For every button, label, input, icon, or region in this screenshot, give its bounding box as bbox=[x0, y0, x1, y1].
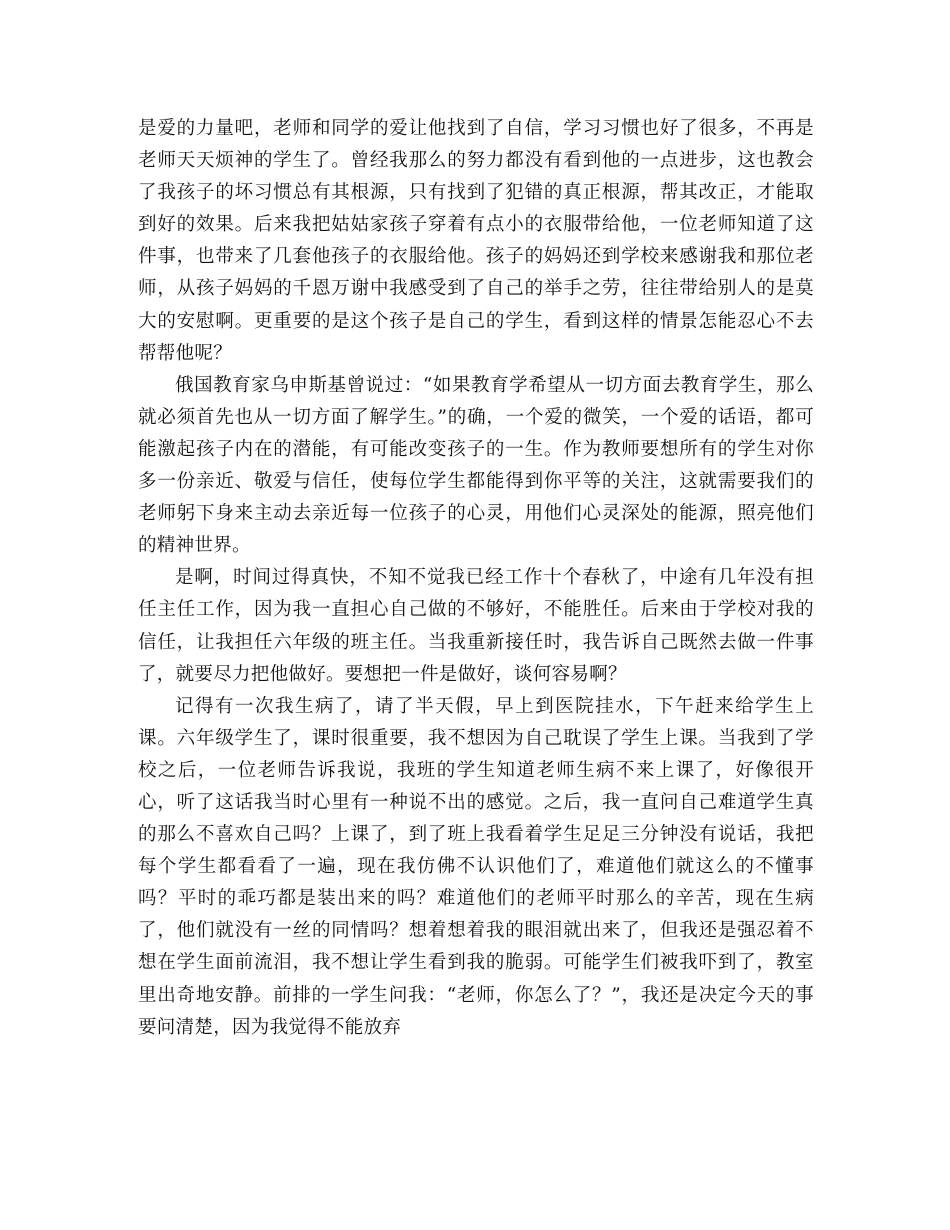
paragraph-2: 俄国教育家乌申斯基曾说过：“如果教育学希望从一切方面去教育学生，那么就必须首先也从一切方面了解学生。”的确，一个爱的微笑，一个爱的话语，都可能激起孩子内在的潜能，有可能改变孩子的一生。作为教师要想所有的学生对你多一份亲近、敬爱与信任，使每位学生都能得到你平等的关注，这就需要我们的老师躬下身来主动去亲近每一位孩子的心灵，用他们心灵深处的能源，照亮他们的精神世界。 bbox=[138, 374, 814, 557]
paragraph-4: 记得有一次我生病了，请了半天假，早上到医院挂水，下午赶来给学生上课。六年级学生了，课时很重要，我不想因为自己耽误了学生上课。当我到了学校之后，一位老师告诉我说，我班的学生知道老师生病不来上课了，好像很开心，听了这话我当时心里有一种说不出的感觉。之后，我一直问自己难道学生真的那么不喜欢自己吗？上课了，到了班上我看着学生足足三分钟没有说话，我把每个学生都看看了一遍，现在我仿佛不认识他们了，难道他们就这么的不懂事吗？平时的乖巧都是装出来的吗？难道他们的老师平时那么的辛苦，现在生病了，他们就没有一丝的同情吗？想着想着我的眼泪就出来了，但我还是强忍着不想在学生面前流泪，我不想让学生看到我的脆弱。可能学生们被我吓到了，教室里出奇地安静。前排的一学生问我：“老师，你怎么了？”，我还是决定今天的事要问清楚，因为我觉得不能放弃 bbox=[138, 695, 814, 1038]
document-page bbox=[138, 113, 814, 1044]
paragraph-3: 是啊，时间过得真快，不知不觉我已经工作十个春秋了，中途有几年没有担任主任工作，因为我一直担心自己做的不够好，不能胜任。后来由于学校对我的信任，让我担任六年级的班主任。当我重新接任时，我告诉自己既然去做一件事了，就要尽力把他做好。要想把一件是做好，谈何容易啊？ bbox=[138, 567, 814, 685]
paragraph-1: 是爱的力量吧，老师和同学的爱让他找到了自信，学习习惯也好了很多，不再是老师天天烦神的学生了。曾经我那么的努力都没有看到他的一点进步，这也教会了我孩子的坏习惯总有其根源，只有找到了犯错的真正根源，帮其改正，才能取到好的效果。后来我把姑姑家孩子穿着有点小的衣服带给他，一位老师知道了这件事，也带来了几套他孩子的衣服给他。孩子的妈妈还到学校来感谢我和那位老师，从孩子妈妈的千恩万谢中我感受到了自己的举手之劳，往往带给别人的是莫大的安慰啊。更重要的是这个孩子是自己的学生，看到这样的情景怎能忍心不去帮帮他呢？ bbox=[138, 118, 814, 364]
